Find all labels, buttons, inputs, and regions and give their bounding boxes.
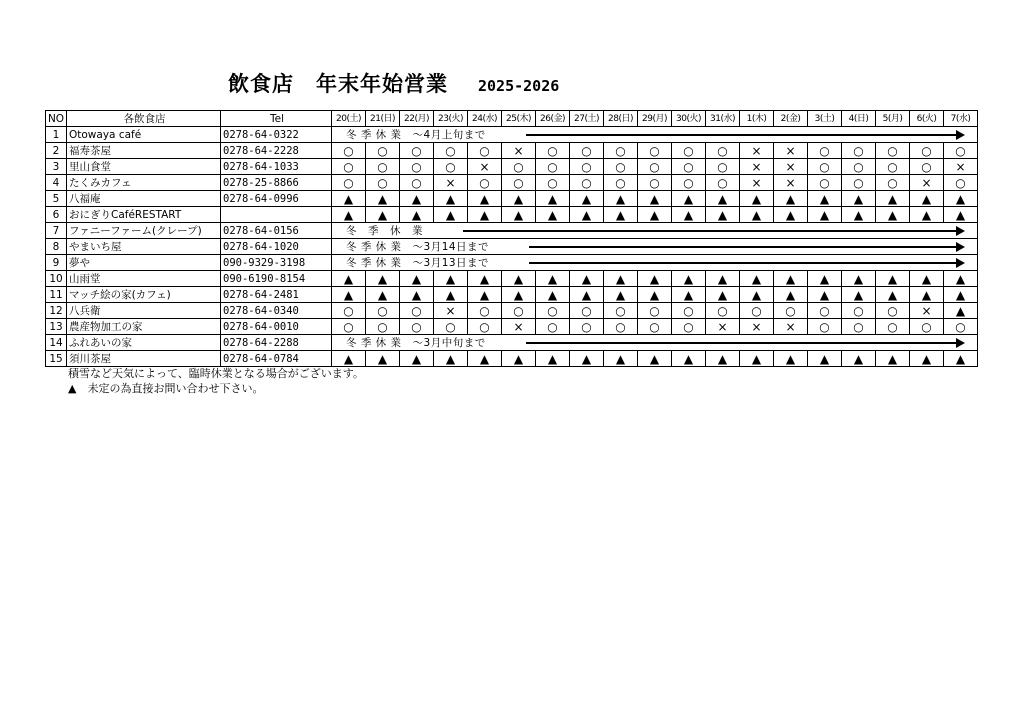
day-status: ○ [332,303,366,319]
title-row [228,68,559,98]
table-row [46,143,978,159]
day-status: ▲ [400,351,434,367]
day-status: ▲ [366,351,400,367]
closure-status [332,335,978,351]
day-status: ○ [910,319,944,335]
arrow-right-icon [529,246,963,248]
day-status: ▲ [638,287,672,303]
row-number: 4 [46,175,67,191]
day-status: ▲ [808,191,842,207]
day-status: × [502,143,536,159]
day-status: × [740,319,774,335]
day-status: ▲ [502,271,536,287]
row-number: 10 [46,271,67,287]
closure-text: 冬 季 休 業 ～4月上旬まで [346,128,486,141]
day-status: ▲ [570,191,604,207]
day-status: ○ [672,319,706,335]
day-status: ○ [604,175,638,191]
day-status: ○ [672,143,706,159]
arrow-right-icon [526,134,963,136]
day-status: ▲ [672,271,706,287]
closure-status [332,239,978,255]
closure-text: 冬 季 休 業 ～3月中旬まで [346,336,486,349]
day-status: × [434,303,468,319]
table-row [46,159,978,175]
day-status: ▲ [842,271,876,287]
day-status: ▲ [876,351,910,367]
day-status: ○ [740,303,774,319]
day-status: ▲ [434,271,468,287]
day-status: ▲ [842,191,876,207]
closure-status [332,255,978,271]
phone-number: 0278-64-0996 [221,191,332,207]
day-status: ○ [366,175,400,191]
day-status: ▲ [706,191,740,207]
day-status: ○ [400,159,434,175]
day-status: ▲ [672,207,706,223]
day-status: ▲ [536,351,570,367]
schedule-rows [46,127,978,367]
header-day: 26(金) [536,111,570,127]
day-status: ○ [638,175,672,191]
day-status: ▲ [876,271,910,287]
row-number: 11 [46,287,67,303]
day-status: ▲ [842,207,876,223]
day-status: × [740,175,774,191]
day-status: ▲ [876,207,910,223]
day-status: ▲ [536,207,570,223]
phone-number [221,207,332,223]
day-status: ▲ [808,287,842,303]
arrow-right-icon [526,342,963,344]
restaurant-name: 山雨堂 [67,271,221,287]
day-status: ○ [638,143,672,159]
day-status: ○ [842,303,876,319]
day-status: ▲ [910,271,944,287]
day-status: × [740,159,774,175]
restaurant-name: 須川茶屋 [67,351,221,367]
day-status: ○ [944,319,978,335]
day-status: ▲ [400,191,434,207]
note-undecided: ▲ 未定の為直接お問い合わせ下さい。 [68,382,264,395]
day-status: ▲ [434,351,468,367]
day-status: ▲ [366,191,400,207]
table-row [46,239,978,255]
day-status: ○ [604,303,638,319]
year-range: 2025-2026 [478,77,560,95]
restaurant-name: 農産物加工の家 [67,319,221,335]
row-number: 9 [46,255,67,271]
day-status: ▲ [570,351,604,367]
day-status: ▲ [400,287,434,303]
table-row [46,303,978,319]
table-row [46,207,978,223]
day-status: ○ [400,319,434,335]
row-number: 13 [46,319,67,335]
arrow-right-icon [463,230,963,232]
day-status: ▲ [774,351,808,367]
day-status: ▲ [638,351,672,367]
day-status: ▲ [944,207,978,223]
day-status: ▲ [876,287,910,303]
day-status: ○ [876,303,910,319]
day-status: ▲ [740,271,774,287]
day-status: ▲ [502,207,536,223]
day-status: ○ [944,175,978,191]
day-status: ▲ [468,271,502,287]
day-status: ○ [910,143,944,159]
day-status: ○ [502,303,536,319]
day-status: × [910,303,944,319]
header-day: 27(土) [570,111,604,127]
header-day: 25(木) [502,111,536,127]
day-status: ▲ [604,207,638,223]
day-status: ○ [808,319,842,335]
table-row [46,271,978,287]
phone-number: 0278-64-0322 [221,127,332,143]
day-status: ○ [400,303,434,319]
table-row [46,287,978,303]
day-status: ▲ [910,351,944,367]
day-status: ▲ [774,271,808,287]
restaurant-name: ファニーファーム(クレープ) [67,223,221,239]
header-day: 28(日) [604,111,638,127]
phone-number: 090-6190-8154 [221,271,332,287]
header-day: 4(日) [842,111,876,127]
day-status: ○ [434,143,468,159]
day-status: ○ [400,143,434,159]
day-status: ▲ [706,207,740,223]
day-status: ▲ [740,207,774,223]
table-row [46,175,978,191]
day-status: ▲ [400,271,434,287]
restaurant-name: ふれあいの家 [67,335,221,351]
day-status: ○ [876,319,910,335]
day-status: ▲ [706,287,740,303]
phone-number: 0278-64-0156 [221,223,332,239]
table-row [46,319,978,335]
table-row [46,255,978,271]
day-status: ▲ [366,271,400,287]
phone-number: 0278-64-2288 [221,335,332,351]
row-number: 6 [46,207,67,223]
day-status: × [774,143,808,159]
phone-number: 0278-64-1033 [221,159,332,175]
day-status: ▲ [740,351,774,367]
day-status: × [434,175,468,191]
note-weather: 積雪など天気によって、臨時休業となる場合がございます。 [68,367,364,380]
closure-text: 冬 季 休 業 ～3月14日まで [346,240,490,253]
day-status: ○ [570,159,604,175]
day-status: ▲ [502,191,536,207]
day-status: ○ [434,319,468,335]
day-status: ▲ [672,351,706,367]
day-status: ▲ [944,271,978,287]
header-day: 7(水) [944,111,978,127]
day-status: ○ [468,175,502,191]
day-status: ○ [774,303,808,319]
day-status: ○ [468,303,502,319]
restaurant-name: たくみカフェ [67,175,221,191]
phone-number: 0278-64-2228 [221,143,332,159]
closure-text: 冬 季 休 業 ～3月13日まで [346,256,490,269]
phone-number: 0278-64-0784 [221,351,332,367]
day-status: ○ [332,159,366,175]
row-number: 1 [46,127,67,143]
day-status: ○ [876,159,910,175]
day-status: ▲ [706,271,740,287]
day-status: ○ [706,159,740,175]
day-status: ○ [876,143,910,159]
day-status: × [910,175,944,191]
header-tel: Tel [221,111,332,127]
restaurant-name: マッチ絵の家(カフェ) [67,287,221,303]
day-status: ▲ [366,207,400,223]
row-number: 8 [46,239,67,255]
day-status: ▲ [502,351,536,367]
day-status: ○ [604,143,638,159]
day-status: ▲ [604,287,638,303]
closure-status [332,223,978,239]
day-status: ▲ [434,191,468,207]
restaurant-name: やまいち屋 [67,239,221,255]
day-status: ○ [706,175,740,191]
day-status: × [774,319,808,335]
day-status: ▲ [604,271,638,287]
day-status: ▲ [842,351,876,367]
day-status: ▲ [944,287,978,303]
day-status: ▲ [774,287,808,303]
day-status: ○ [604,319,638,335]
restaurant-name: おにぎりCaféRESTART [67,207,221,223]
day-status: × [944,159,978,175]
day-status: ▲ [570,207,604,223]
day-status: ▲ [536,287,570,303]
day-status: ○ [842,175,876,191]
day-status: ▲ [910,191,944,207]
day-status: ▲ [604,191,638,207]
day-status: ○ [570,319,604,335]
day-status: ○ [400,175,434,191]
header-day: 2(金) [774,111,808,127]
day-status: ○ [536,319,570,335]
header-name: 各飲食店 [67,111,221,127]
day-status: ▲ [808,271,842,287]
day-status: ▲ [400,207,434,223]
day-status: ○ [570,303,604,319]
phone-number: 090-9329-3198 [221,255,332,271]
table-row [46,335,978,351]
day-status: ▲ [808,207,842,223]
day-status: ○ [808,159,842,175]
day-status: ○ [570,143,604,159]
header-day: 23(火) [434,111,468,127]
day-status: ○ [842,319,876,335]
header-day: 22(月) [400,111,434,127]
closure-status [332,127,978,143]
day-status: ○ [502,159,536,175]
day-status: ○ [842,143,876,159]
day-status: ○ [672,303,706,319]
day-status: ▲ [536,191,570,207]
restaurant-name: 八兵衛 [67,303,221,319]
row-number: 15 [46,351,67,367]
day-status: × [468,159,502,175]
day-status: ▲ [468,191,502,207]
header-day: 20(土) [332,111,366,127]
day-status: ▲ [808,351,842,367]
day-status: × [774,159,808,175]
day-status: ○ [536,303,570,319]
day-status: ○ [570,175,604,191]
day-status: ▲ [842,287,876,303]
row-number: 2 [46,143,67,159]
day-status: ▲ [944,303,978,319]
phone-number: 0278-64-1020 [221,239,332,255]
day-status: ▲ [468,207,502,223]
day-status: ▲ [570,271,604,287]
phone-number: 0278-25-8866 [221,175,332,191]
day-status: ○ [536,159,570,175]
closure-text: 冬 季 休 業 [346,224,423,237]
day-status: ▲ [468,287,502,303]
restaurant-name: 里山食堂 [67,159,221,175]
header-day: 24(水) [468,111,502,127]
day-status: ○ [366,143,400,159]
header-day: 31(水) [706,111,740,127]
day-status: ○ [638,303,672,319]
day-status: ▲ [910,207,944,223]
day-status: ▲ [910,287,944,303]
day-status: ○ [332,143,366,159]
day-status: ○ [672,175,706,191]
header-day: 1(木) [740,111,774,127]
header-day: 3(土) [808,111,842,127]
day-status: ▲ [570,287,604,303]
day-status: × [740,143,774,159]
day-status: ○ [808,303,842,319]
row-number: 3 [46,159,67,175]
day-status: ▲ [672,287,706,303]
day-status: ○ [366,159,400,175]
table-row [46,223,978,239]
arrow-right-icon [529,262,963,264]
day-status: ▲ [774,207,808,223]
day-status: ▲ [944,191,978,207]
header-day: 30(火) [672,111,706,127]
day-status: ▲ [638,207,672,223]
day-status: ▲ [604,351,638,367]
day-status: ▲ [740,287,774,303]
table-row [46,191,978,207]
phone-number: 0278-64-2481 [221,287,332,303]
day-status: ○ [672,159,706,175]
day-status: ○ [468,143,502,159]
table-row [46,351,978,367]
day-status: × [502,319,536,335]
row-number: 14 [46,335,67,351]
day-status: ○ [434,159,468,175]
day-status: ○ [366,319,400,335]
day-status: ▲ [332,271,366,287]
day-status: ▲ [706,351,740,367]
day-status: ▲ [638,191,672,207]
day-status: ▲ [332,207,366,223]
day-status: ○ [604,159,638,175]
phone-number: 0278-64-0010 [221,319,332,335]
day-status: ○ [468,319,502,335]
day-status: ○ [502,175,536,191]
row-number: 5 [46,191,67,207]
header-day: 21(日) [366,111,400,127]
day-status: × [706,319,740,335]
restaurant-name: 福寿茶屋 [67,143,221,159]
row-number: 12 [46,303,67,319]
day-status: ▲ [434,207,468,223]
day-status: ○ [332,319,366,335]
day-status: ▲ [536,271,570,287]
day-status: ○ [706,143,740,159]
header-no: NO [46,111,67,127]
day-status: × [774,175,808,191]
day-status: ○ [944,143,978,159]
day-status: ▲ [774,191,808,207]
day-status: ▲ [502,287,536,303]
header-day: 6(火) [910,111,944,127]
day-status: ▲ [740,191,774,207]
day-status: ○ [842,159,876,175]
day-status: ○ [332,175,366,191]
page-title: 飲食店 年末年始営業 [228,72,448,96]
day-status: ○ [808,175,842,191]
row-number: 7 [46,223,67,239]
day-status: ○ [638,159,672,175]
day-status: ○ [876,175,910,191]
day-status: ○ [366,303,400,319]
day-status: ○ [536,175,570,191]
day-status: ▲ [672,191,706,207]
day-status: ▲ [638,271,672,287]
header-day: 5(月) [876,111,910,127]
schedule-table [45,110,978,367]
phone-number: 0278-64-0340 [221,303,332,319]
day-status: ▲ [468,351,502,367]
table-row [46,127,978,143]
day-status: ○ [910,159,944,175]
header-day: 29(月) [638,111,672,127]
day-status: ○ [536,143,570,159]
day-status: ▲ [332,287,366,303]
day-status: ▲ [944,351,978,367]
restaurant-name: 夢や [67,255,221,271]
day-status: ○ [706,303,740,319]
day-status: ○ [638,319,672,335]
day-status: ▲ [434,287,468,303]
day-status: ▲ [876,191,910,207]
notes [68,366,364,396]
day-status: ▲ [366,287,400,303]
day-status: ▲ [332,351,366,367]
restaurant-name: 八福庵 [67,191,221,207]
header-row [46,111,978,127]
restaurant-name: Otowaya café [67,127,221,143]
day-status: ▲ [332,191,366,207]
day-status: ○ [808,143,842,159]
